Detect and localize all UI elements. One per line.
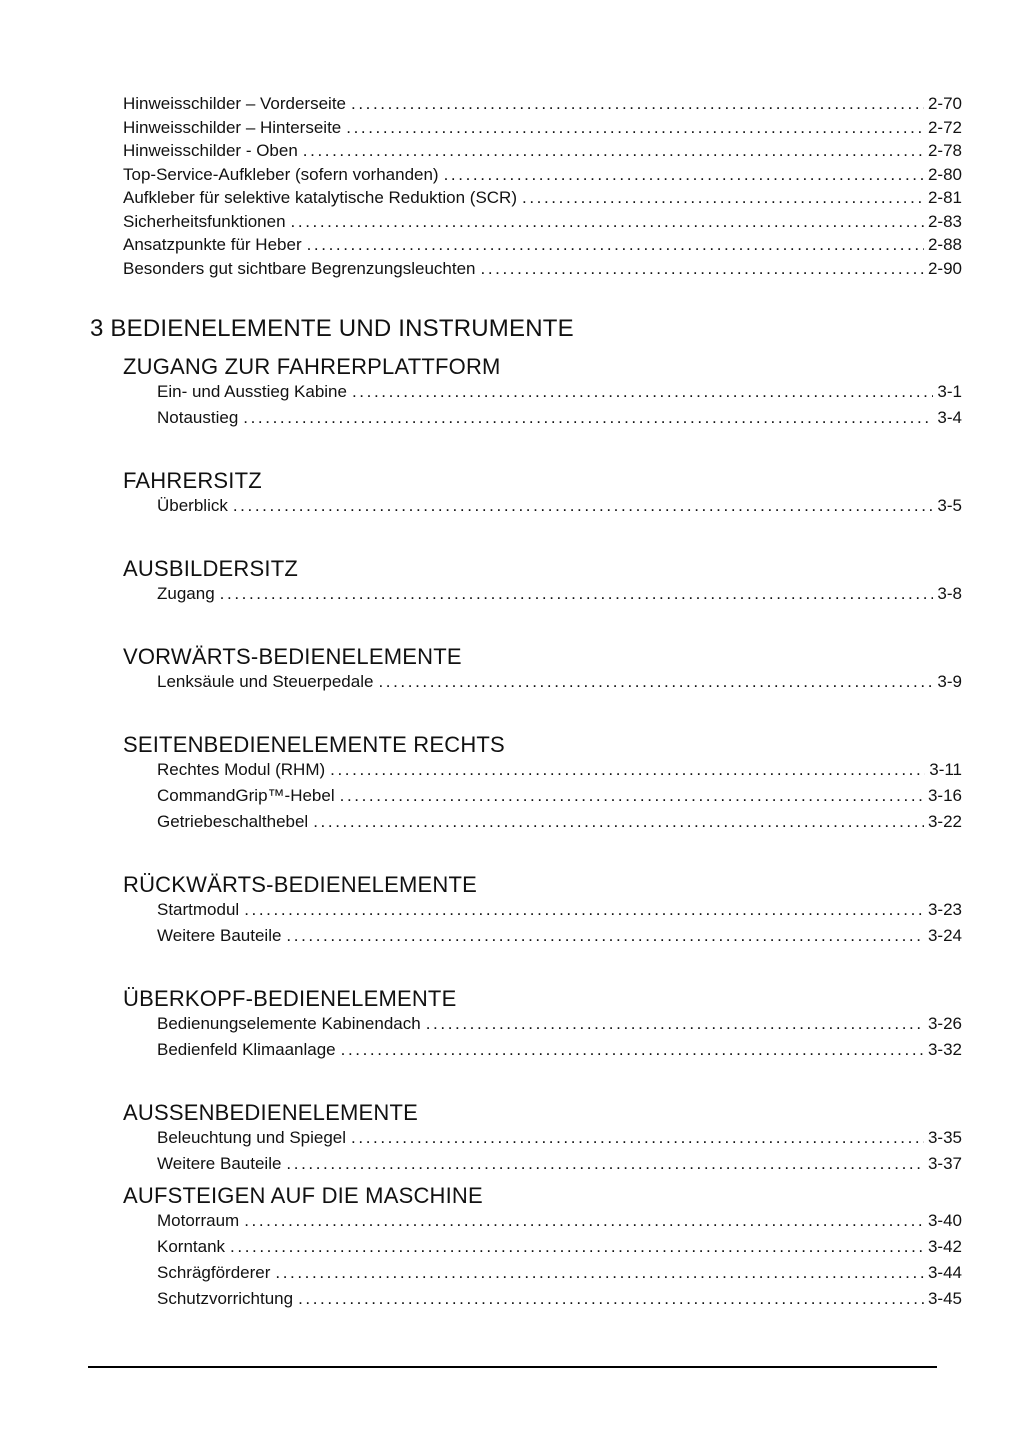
toc-entry-page-number: 2-72 (927, 117, 962, 137)
section-title: FAHRERSITZ (123, 468, 262, 493)
dot-leader (378, 669, 933, 695)
section-title: VORWÄRTS-BEDIENELEMENTE (123, 644, 462, 669)
dot-leader (352, 379, 933, 405)
toc-entry (123, 210, 962, 234)
toc-entry (157, 923, 962, 949)
section-item-list (157, 1011, 962, 1063)
toc-entry-page-number: 2-78 (927, 141, 962, 160)
toc-section (123, 872, 962, 949)
dot-leader (303, 139, 924, 163)
dot-leader (244, 1208, 924, 1234)
toc-entry (157, 1011, 962, 1037)
section-item-list (157, 1208, 962, 1312)
section-item-list (157, 581, 962, 607)
toc-entry-label: Startmodul (157, 900, 240, 919)
toc-entry-label: Schrägförderer (157, 1263, 271, 1282)
dot-leader (230, 1234, 924, 1260)
section-item-list (157, 379, 962, 431)
dot-leader (220, 581, 934, 607)
section-title: SEITENBEDIENELEMENTE RECHTS (123, 732, 505, 757)
toc-entry (123, 257, 962, 281)
toc-entry-page-number: 3-35 (927, 1128, 962, 1147)
toc-entry-label: Notaustieg (157, 408, 239, 427)
toc-entry (157, 669, 962, 695)
toc-entry-label: Schutzvorrichtung (157, 1289, 294, 1308)
section-title: RÜCKWÄRTS-BEDIENELEMENTE (123, 872, 477, 897)
toc-entry-page-number: 3-42 (927, 1237, 962, 1256)
toc-entry (157, 1234, 962, 1260)
dot-leader (340, 783, 924, 809)
toc-section (123, 732, 962, 835)
toc-entry-label: Hinweisschilder – Hinterseite (123, 117, 342, 137)
dot-leader (341, 1037, 924, 1063)
toc-entry-page-number: 3-40 (927, 1211, 962, 1230)
toc-entry-page-number: 3-11 (929, 760, 962, 779)
toc-section (123, 1100, 962, 1177)
toc-entry-label: Sicherheitsfunktionen (123, 211, 286, 231)
toc-entry-page-number: 2-70 (927, 94, 962, 113)
toc-entry (157, 1151, 962, 1177)
toc-entry-label: Getriebeschalthebel (157, 812, 309, 831)
dot-leader (233, 493, 934, 519)
toc-entry-page-number: 2-83 (927, 211, 962, 231)
chapter-heading: 3 BEDIENELEMENTE UND INSTRUMENTE (90, 315, 574, 342)
dot-leader (330, 757, 925, 783)
toc-entry (157, 783, 962, 809)
dot-leader (286, 923, 924, 949)
section-title: ÜBERKOPF-BEDIENELEMENTE (123, 986, 457, 1011)
toc-entry (157, 757, 962, 783)
toc-entry-page-number: 3-37 (927, 1154, 962, 1173)
toc-entry-label: Bedienungselemente Kabinendach (157, 1014, 421, 1033)
toc-entry (123, 92, 962, 116)
toc-entry-page-number: 3-1 (937, 382, 962, 401)
dot-leader (243, 405, 933, 431)
toc-entry (157, 1286, 962, 1312)
toc-entry (157, 405, 962, 431)
toc-entry-label: Ein- und Ausstieg Kabine (157, 382, 347, 401)
toc-entry-page-number: 3-24 (927, 926, 962, 945)
dot-leader (426, 1011, 924, 1037)
section-item-list (157, 1125, 962, 1177)
dot-leader (313, 809, 924, 835)
toc-entry-label: Weitere Bauteile (157, 926, 282, 945)
toc-sections (123, 354, 962, 1312)
toc-entry (157, 1208, 962, 1234)
toc-section (123, 556, 962, 607)
toc-entry (157, 897, 962, 923)
toc-entry-page-number: 2-88 (927, 235, 962, 254)
toc-entry-label: Rechtes Modul (RHM) (157, 760, 326, 779)
toc-entry (157, 1037, 962, 1063)
section-item-list (157, 493, 962, 519)
dot-leader (351, 1125, 924, 1151)
section-item-list (157, 757, 962, 835)
toc-entry-page-number: 3-45 (927, 1289, 962, 1308)
toc-entry-label: Hinweisschilder – Vorderseite (123, 94, 346, 113)
toc-entry-page-number: 3-23 (927, 900, 962, 919)
dot-leader (307, 233, 924, 257)
section-title: AUSBILDERSITZ (123, 556, 298, 581)
toc-continued-entries (123, 92, 962, 280)
toc-entry-page-number: 3-9 (937, 672, 962, 691)
toc-entry (157, 809, 962, 835)
toc-entry-label: Weitere Bauteile (157, 1154, 282, 1173)
toc-section (123, 986, 962, 1063)
toc-entry-page-number: 3-8 (937, 584, 962, 603)
toc-section (123, 468, 962, 519)
toc-entry-label: Besonders gut sichtbare Begrenzungsleuchten (123, 258, 476, 278)
toc-entry (123, 116, 962, 140)
toc-entry (157, 493, 962, 519)
toc-entry-page-number: 3-44 (927, 1263, 962, 1282)
toc-section (123, 354, 962, 431)
toc-entry-page-number: 3-22 (927, 812, 962, 831)
dot-leader (346, 116, 924, 140)
dot-leader (481, 257, 924, 281)
dot-leader (286, 1151, 924, 1177)
toc-entry (123, 233, 962, 257)
toc-entry-label: Überblick (157, 496, 228, 515)
toc-entry-label: Lenksäule und Steuerpedale (157, 672, 374, 691)
toc-entry-page-number: 2-80 (927, 164, 962, 184)
toc-entry-label: Korntank (157, 1237, 226, 1256)
toc-entry-page-number: 3-5 (937, 496, 962, 515)
toc-entry-label: Beleuchtung und Spiegel (157, 1128, 347, 1147)
toc-entry-label: Ansatzpunkte für Heber (123, 235, 302, 254)
toc-entry-label: Zugang (157, 584, 215, 603)
toc-entry-page-number: 3-16 (927, 786, 962, 805)
section-item-list (157, 897, 962, 949)
toc-entry-label: Bedienfeld Klimaanlage (157, 1040, 336, 1059)
toc-entry (157, 379, 962, 405)
toc-entry-label: Top-Service-Aufkleber (sofern vorhanden) (123, 164, 439, 184)
dot-leader (522, 186, 924, 210)
toc-entry-page-number: 3-4 (937, 408, 962, 427)
dot-leader (444, 163, 924, 187)
toc-entry (123, 139, 962, 163)
toc-entry (123, 186, 962, 210)
section-title: ZUGANG ZUR FAHRERPLATTFORM (123, 354, 501, 379)
toc-entry (123, 163, 962, 187)
toc-entry-page-number: 3-26 (927, 1014, 962, 1033)
toc-entry-label: CommandGrip™-Hebel (157, 786, 335, 805)
dot-leader (298, 1286, 924, 1312)
toc-entry (157, 1260, 962, 1286)
section-title: AUSSENBEDIENELEMENTE (123, 1100, 418, 1125)
section-title: AUFSTEIGEN AUF DIE MASCHINE (123, 1183, 483, 1208)
toc-section (123, 644, 962, 695)
toc-entry-page-number: 3-32 (927, 1040, 962, 1059)
toc-entry-label: Hinweisschilder - Oben (123, 141, 298, 160)
toc-entry (157, 581, 962, 607)
toc-entry-page-number: 2-81 (927, 188, 962, 207)
toc-entry (157, 1125, 962, 1151)
toc-section (123, 1183, 962, 1312)
footer-rule (88, 1366, 937, 1368)
toc-entry-label: Motorraum (157, 1211, 240, 1230)
section-item-list (157, 669, 962, 695)
toc-entry-label: Aufkleber für selektive katalytische Reduktion (SCR) (123, 188, 517, 207)
toc-entry-page-number: 2-90 (927, 258, 962, 278)
dot-leader (244, 897, 924, 923)
dot-leader (291, 210, 924, 234)
dot-leader (351, 92, 924, 116)
dot-leader (275, 1260, 924, 1286)
